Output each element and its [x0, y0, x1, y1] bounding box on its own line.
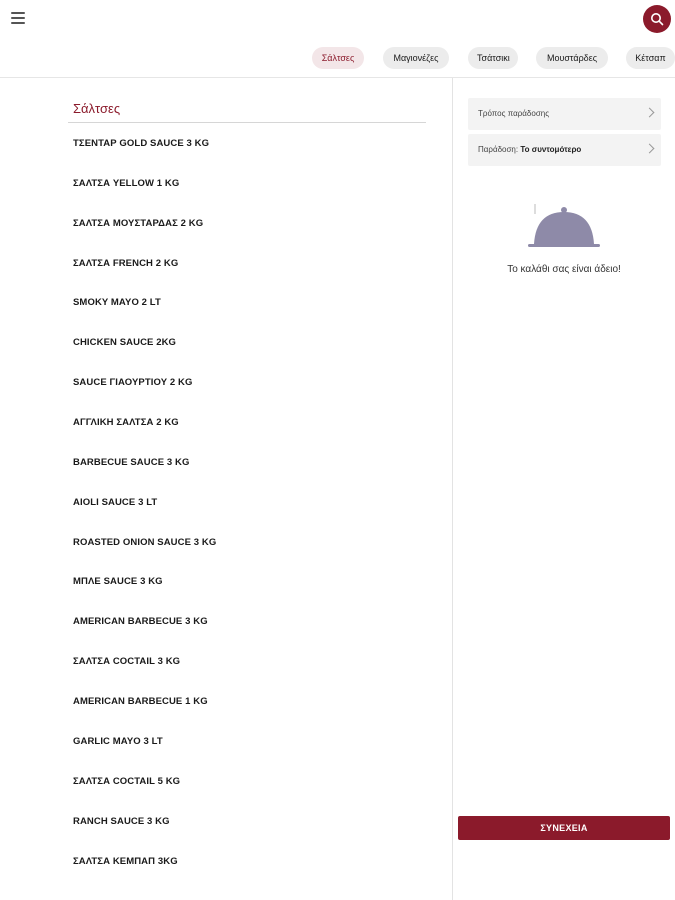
delivery-method-label: Τρόπος παράδοσης: [478, 109, 550, 118]
tab-ketchup[interactable]: Κέτσαπ: [626, 47, 675, 69]
product-item[interactable]: AMERICAN BARBECUE 1 KG: [73, 696, 208, 707]
product-item[interactable]: ΣΑΛΤΣΑ YELLOW 1 KG: [73, 178, 180, 189]
delivery-time-selector[interactable]: [468, 134, 661, 166]
product-item[interactable]: ΣΑΛΤΣΑ ΜΟΥΣΤΑΡΔΑΣ 2 KG: [73, 218, 204, 229]
tab-mustards[interactable]: Μουστάρδες: [536, 47, 608, 69]
tab-tzatziki[interactable]: Τσάτσικι: [468, 47, 518, 69]
product-item[interactable]: ΑΓΓΛΙΚΗ ΣΑΛΤΣΑ 2 KG: [73, 417, 179, 428]
product-item[interactable]: ΣΑΛΤΣΑ FRENCH 2 KG: [73, 258, 179, 269]
cart-panel: [453, 78, 675, 900]
product-item[interactable]: ΣΑΛΤΣΑ ΚΕΜΠΑΠ 3KG: [73, 856, 178, 867]
empty-cart-message: Το καλάθι σας είναι άδειο!: [507, 264, 621, 275]
delivery-time-label: Παράδοση:: [478, 145, 519, 154]
product-item[interactable]: ΣΑΛΤΣΑ COCTAIL 5 KG: [73, 776, 181, 787]
chevron-right-icon: [645, 144, 655, 154]
menu-icon[interactable]: [11, 12, 25, 24]
search-button[interactable]: [643, 5, 671, 33]
product-item[interactable]: BARBECUE SAUCE 3 KG: [73, 457, 190, 468]
search-icon: [650, 12, 664, 26]
continue-button[interactable]: ΣΥΝΕΧΕΙΑ: [458, 816, 670, 840]
product-item[interactable]: ΜΠΛΕ SAUCE 3 KG: [73, 576, 163, 587]
product-item[interactable]: AMERICAN BARBECUE 3 KG: [73, 616, 208, 627]
product-list-panel: [0, 78, 452, 900]
product-item[interactable]: ROASTED ONION SAUCE 3 KG: [73, 537, 217, 548]
product-item[interactable]: GARLIC MAYO 3 LT: [73, 736, 163, 747]
product-item[interactable]: CHICKEN SAUCE 2KG: [73, 337, 177, 348]
cloche-icon: [526, 202, 602, 254]
product-item[interactable]: ΤΣΕΝΤΑΡ GOLD SAUCE 3 KG: [73, 138, 210, 149]
delivery-method-selector[interactable]: [468, 98, 661, 130]
product-item[interactable]: AIOLI SAUCE 3 LT: [73, 497, 158, 508]
product-item[interactable]: ΣΑΛΤΣΑ COCTAIL 3 KG: [73, 656, 181, 667]
section-title: Σάλτσες: [73, 101, 121, 116]
category-tabs: [0, 47, 675, 69]
section-divider: [68, 122, 426, 123]
delivery-time-value: Το συντομότερο: [520, 145, 582, 154]
top-bar: [0, 0, 675, 78]
tab-mayonnaises[interactable]: Μαγιονέζες: [383, 47, 449, 69]
tab-saltses[interactable]: Σάλτσες: [312, 47, 364, 69]
product-item[interactable]: SAUCE ΓΙΑΟΥΡΤΙΟΥ 2 KG: [73, 377, 193, 388]
product-item[interactable]: SMOKY MAYO 2 LT: [73, 297, 161, 308]
chevron-right-icon: [645, 108, 655, 118]
product-item[interactable]: RANCH SAUCE 3 KG: [73, 816, 170, 827]
